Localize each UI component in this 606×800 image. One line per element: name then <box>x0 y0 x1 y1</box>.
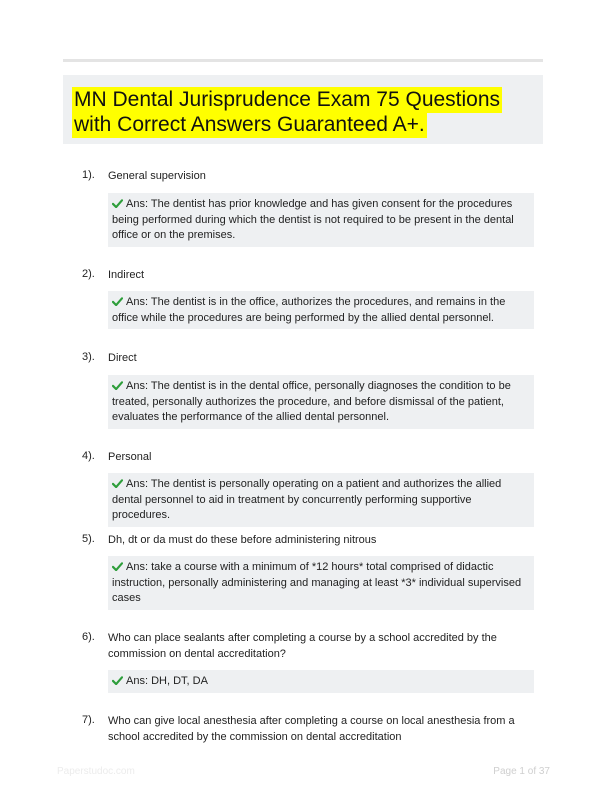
answer-box <box>108 193 534 247</box>
answer-box <box>108 291 534 329</box>
checkmark-icon <box>112 381 123 390</box>
question-number: 3). <box>82 351 95 363</box>
answer-box <box>108 375 534 429</box>
answer-text: Ans: The dentist has prior knowledge and has given consent for the procedures being performed during which the dentist is not required to be present in the dental office or on the premises. <box>112 198 514 241</box>
question-text: General supervision <box>108 170 206 182</box>
answer-box <box>108 473 534 527</box>
answer-text: Ans: DH, DT, DA <box>126 675 208 687</box>
top-divider <box>63 59 543 62</box>
checkmark-icon <box>112 676 123 685</box>
question-number: 7). <box>82 714 95 726</box>
question-number: 4). <box>82 450 95 462</box>
question-text: Indirect <box>108 269 145 281</box>
question-text: Dh, dt or da must do these before administering nitrous <box>108 534 377 546</box>
question-number: 5). <box>82 533 95 545</box>
page-title-line-2: with Correct Answers Guaranteed A+. <box>74 113 425 136</box>
answer-text: Ans: take a course with a minimum of *12 hours* total comprised of didactic instruction, personally administering and managing at least *3* individual supervised cases <box>112 561 522 604</box>
answer-text: Ans: The dentist is in the dental office, personally diagnoses the condition to be treated, personally authorizes the procedure, and before dismissal of the patient, evaluates the performance of the allied dental personnel. <box>112 380 511 423</box>
page-title-line-1: MN Dental Jurisprudence Exam 75 Questions <box>74 88 501 111</box>
checkmark-icon <box>112 562 123 571</box>
question-text: Direct <box>108 352 137 364</box>
question-number: 1). <box>82 169 95 181</box>
checkmark-icon <box>112 479 123 488</box>
question-text: Who can give local anesthesia after completing a course on local anesthesia from a school accredited by the commission on dental accreditation <box>108 715 515 743</box>
page-number: Page 1 of 37 <box>493 766 550 777</box>
question-text: Who can place sealants after completing a course by a school accredited by the commission on dental accreditation? <box>108 632 497 660</box>
question-number: 2). <box>82 268 95 280</box>
answer-box <box>108 556 534 610</box>
footer-site-watermark: Paperstudoc.com <box>57 766 135 777</box>
question-text: Personal <box>108 451 152 463</box>
answer-text: Ans: The dentist is in the office, authorizes the procedures, and remains in the office while the procedures are being performed by the allied dental personnel. <box>112 296 506 324</box>
answer-text: Ans: The dentist is personally operating on a patient and authorizes the allied dental personnel to aid in treatment by concurrently performing supportive procedures. <box>112 478 502 521</box>
question-number: 6). <box>82 631 95 643</box>
checkmark-icon <box>112 297 123 306</box>
answer-box <box>108 670 534 693</box>
checkmark-icon <box>112 199 123 208</box>
